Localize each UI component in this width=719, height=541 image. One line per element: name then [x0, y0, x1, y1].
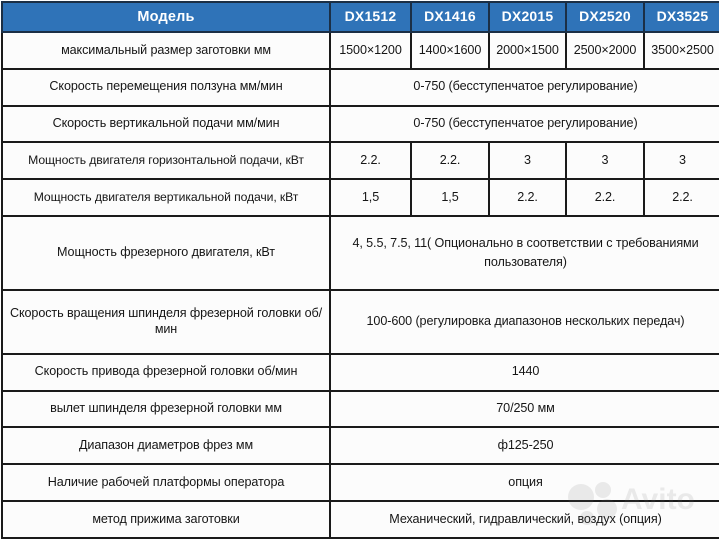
row-value: Механический, гидравлический, воздух (опция) — [330, 501, 719, 538]
table-row — [2, 69, 719, 106]
row-value: 2500×2000 — [566, 32, 644, 69]
row-label: Мощность двигателя горизонтальной подачи, кВт — [2, 142, 330, 179]
row-label: Скорость вращения шпинделя фрезерной головки об/мин — [2, 290, 330, 353]
row-label: вылет шпинделя фрезерной головки мм — [2, 391, 330, 428]
table-row — [2, 427, 719, 464]
row-value: 2.2. — [330, 142, 411, 179]
row-value: 100-600 (регулировка диапазонов нескольких передач) — [330, 290, 719, 353]
row-value: 2.2. — [489, 179, 566, 216]
column-header-dx2015: DX2015 — [489, 2, 566, 32]
table-row — [2, 142, 719, 179]
row-label: Мощность фрезерного двигателя, кВт — [2, 216, 330, 290]
column-header-dx3525: DX3525 — [644, 2, 719, 32]
row-value: 0-750 (бесступенчатое регулирование) — [330, 69, 719, 106]
row-label: максимальный размер заготовки мм — [2, 32, 330, 69]
table-header-row — [2, 2, 719, 32]
row-value: 2000×1500 — [489, 32, 566, 69]
row-label: Скорость перемещения ползуна мм/мин — [2, 69, 330, 106]
table-row — [2, 501, 719, 538]
table-row — [2, 32, 719, 69]
row-value: 0-750 (бесступенчатое регулирование) — [330, 106, 719, 143]
row-value: 2.2. — [644, 179, 719, 216]
row-label: Скорость вертикальной подачи мм/мин — [2, 106, 330, 143]
column-header-dx2520: DX2520 — [566, 2, 644, 32]
row-value: 1440 — [330, 354, 719, 391]
specification-table-container — [0, 1, 719, 541]
row-label: Наличие рабочей платформы оператора — [2, 464, 330, 501]
column-header-dx1512: DX1512 — [330, 2, 411, 32]
specification-table — [1, 1, 719, 539]
row-value: 2.2. — [566, 179, 644, 216]
row-label: метод прижима заготовки — [2, 501, 330, 538]
row-value: 70/250 мм — [330, 391, 719, 428]
row-value: 1400×1600 — [411, 32, 489, 69]
table-body — [2, 32, 719, 538]
row-value: 3 — [489, 142, 566, 179]
row-value: 3 — [566, 142, 644, 179]
row-value: 4, 5.5, 7.5, 11( Опционально в соответствии с требованиями пользователя) — [330, 216, 719, 290]
table-row — [2, 391, 719, 428]
table-row — [2, 354, 719, 391]
row-label: Скорость привода фрезерной головки об/мин — [2, 354, 330, 391]
table-row — [2, 464, 719, 501]
row-value: опция — [330, 464, 719, 501]
table-row — [2, 106, 719, 143]
table-row — [2, 290, 719, 353]
row-value: 1500×1200 — [330, 32, 411, 69]
row-value: 2.2. — [411, 142, 489, 179]
row-label: Мощность двигателя вертикальной подачи, кВт — [2, 179, 330, 216]
column-header-model: Модель — [2, 2, 330, 32]
row-value: 1,5 — [330, 179, 411, 216]
row-value: ф125-250 — [330, 427, 719, 464]
table-row — [2, 216, 719, 290]
row-value: 3500×2500 — [644, 32, 719, 69]
row-value: 1,5 — [411, 179, 489, 216]
row-label: Диапазон диаметров фрез мм — [2, 427, 330, 464]
row-value: 3 — [644, 142, 719, 179]
table-row — [2, 179, 719, 216]
column-header-dx1416: DX1416 — [411, 2, 489, 32]
